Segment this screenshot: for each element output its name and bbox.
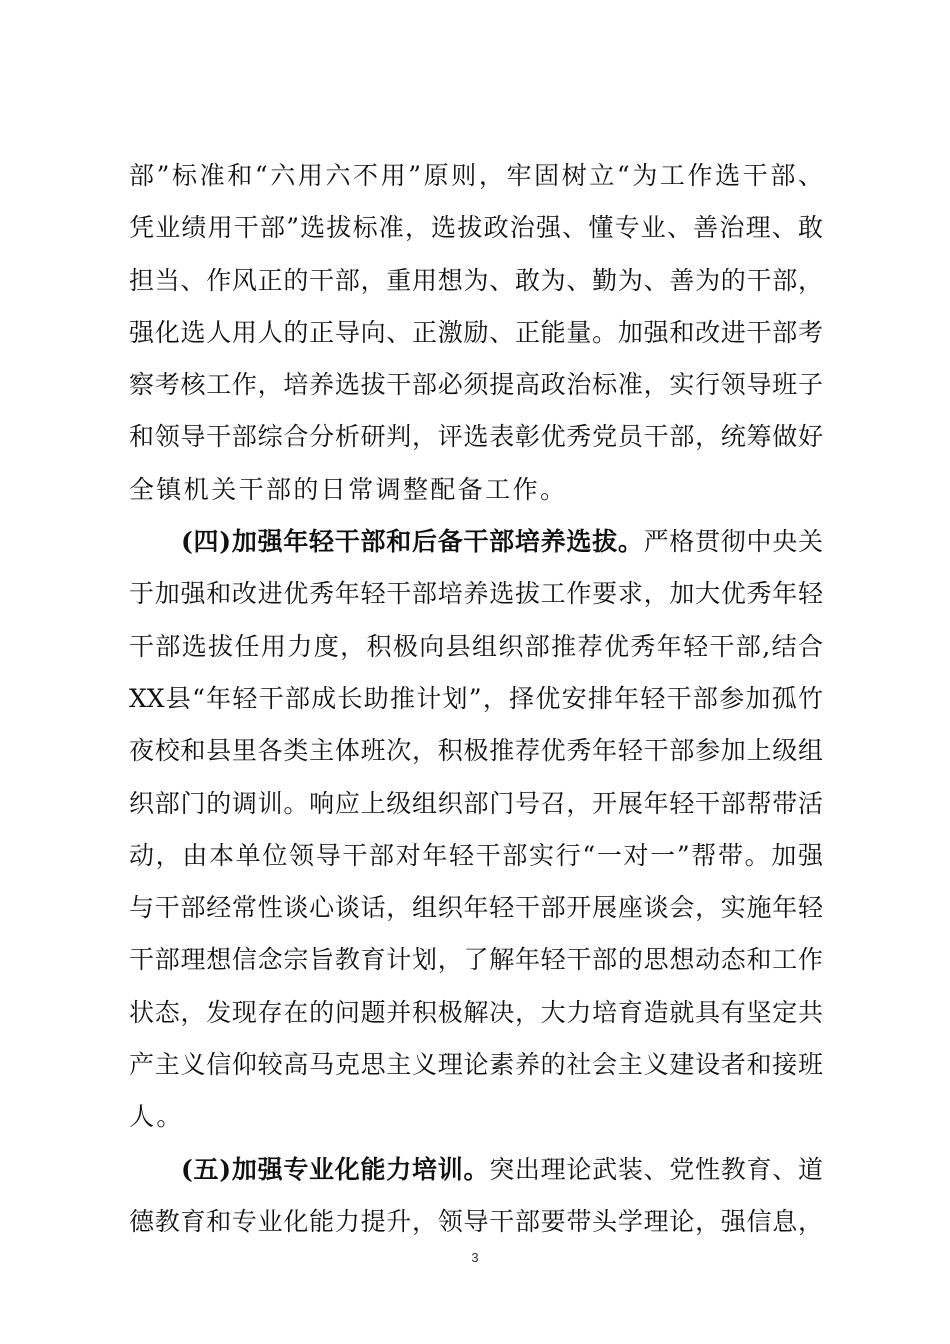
paragraph-line: 状态，发现存在的问题并积极解决，大力培育造就具有坚定共 [129,997,823,1027]
paragraph-line: 夜校和县里各类主体班次，积极推荐优秀年轻干部参加上级组 [129,736,823,766]
paragraph-line: 强化选人用人的正导向、正激励、正能量。加强和改进干部考 [129,317,823,347]
paragraph-line: 和领导干部综合分析研判，评选表彰优秀党员干部，统筹做好 [129,422,823,452]
paragraph-line: 全镇机关干部的日常调整配备工作。 [129,474,568,504]
page-number: 3 [471,1250,479,1265]
section-5-first-line [129,1144,823,1196]
section-4-heading: (四)加强年轻干部和后备干部培养选拔。 [181,527,644,557]
paragraph-line: 察考核工作，培养选拔干部必须提高政治标准，实行领导班子 [129,370,823,400]
document-body [129,150,823,1248]
section-4-first-line-text: 严格贯彻中央关 [643,527,823,557]
paragraph-line: 与干部经常性谈心谈话，组织年轻干部开展座谈会，实施年轻 [129,893,823,923]
paragraph-line: 担当、作风正的干部，重用想为、敢为、勤为、善为的干部， [129,265,823,295]
paragraph-line: 凭业绩用干部”选拔标准，选拔政治强、懂专业、善治理、敢 [129,213,823,243]
paragraph-line: XX县“年轻干部成长助推计划”，择优安排年轻干部参加孤竹 [129,683,823,713]
paragraph-line: 动，由本单位领导干部对年轻干部实行“一对一”帮带。加强 [129,840,823,870]
paragraph-line: 织部门的调训。响应上级组织部门号召，开展年轻干部帮带活 [129,788,823,818]
paragraph-line: 干部选拔任用力度，积极向县组织部推荐优秀年轻干部,结合 [129,631,823,661]
paragraph-line: 德教育和专业化能力提升，领导干部要带头学理论，强信息， [129,1206,823,1236]
paragraph-line: 部”标准和“六用六不用”原则，牢固树立“为工作选干部、 [129,161,823,190]
paragraph-line: 干部理想信念宗旨教育计划，了解年轻干部的思想动态和工作 [129,945,823,975]
paragraph-line: 人。 [129,1102,184,1132]
paragraph-line: 产主义信仰较高马克思主义理论素养的社会主义建设者和接班 [129,1050,823,1080]
section-4-first-line [129,516,823,568]
section-5-first-line-text: 突出理论武装、党性教育、道 [489,1154,823,1184]
section-5-heading: (五)加强专业化能力培训。 [181,1154,490,1184]
paragraph-line: 于加强和改进优秀年轻干部培养选拔工作要求，加大优秀年轻 [129,579,823,609]
